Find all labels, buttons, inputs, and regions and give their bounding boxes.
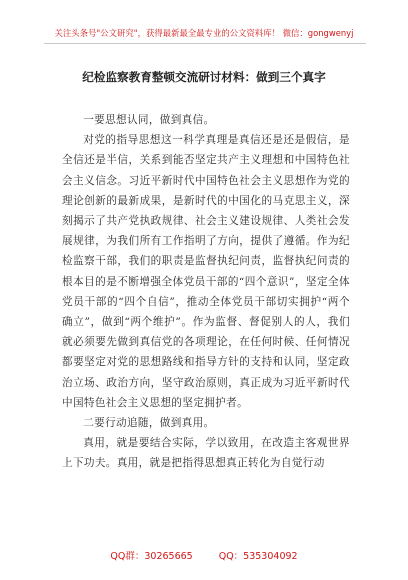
header-promo-note: 关注头条号"公文研究"，获得最新最全最专业的公文资料库！ 微信：gongwenyj (54, 28, 354, 38)
footer-qq-number: QQ：535304092 (218, 551, 298, 562)
footer-contact (0, 548, 408, 562)
section-heading-1: 一要思想认同，做到真信。 (83, 114, 215, 126)
section-heading-2: 二要行动追随，做到真用。 (83, 417, 215, 430)
document-body (62, 110, 350, 474)
document-title: 纪检监察教育整顿交流研讨材料：做到三个真字 (82, 70, 326, 84)
body-paragraph-1: 对党的指导思想这一科学真理是真信还是还是假信，是全信还是半信，关系到能否坚定共产主义理想和中国特色社会主义信念。习近平新时代中国特色社会主义思想作为党的理论创新的最新成果，是新时代的中国化的马克思主义，深刻揭示了共产党执政规律、社会主义建设规律、人类社会发展规律，为我们所有工作指明了方向，提供了遵循。作为纪检监察干部，我们的职责是监督执纪问责，监督执纪问责的根本目的是不断增强全体党员干部的“四个意识”，坚定全体党员干部的“四个自信”，推动全体党员干部切实拥护“两个确立”，做到“两个维护”。作为监督、督促别人的人，我们就必须要先做到真信党的各项理论，在任何时候、任何情况都要坚定对党的思想路线和指导方针的支持和认同，坚定政治立场、政治方向，坚守政治原则，真正成为习近平新时代中国特色社会主义思想的坚定拥护者。 (62, 134, 350, 409)
header-divider (44, 43, 366, 44)
body-paragraph-2: 真用，就是要结合实际，学以致用，在改造主客观世界上下功夫。真用，就是把指得思想真正转化为自觉行动 (62, 437, 350, 470)
footer-qq-group: QQ群：30265665 (110, 551, 193, 562)
